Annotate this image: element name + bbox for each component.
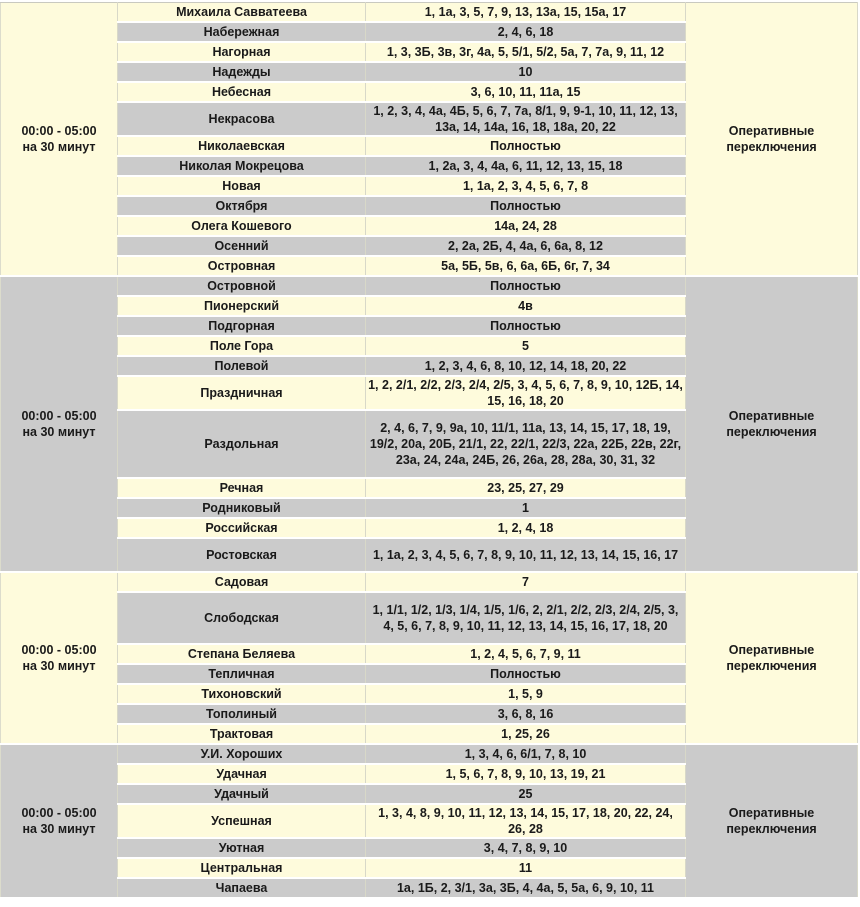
house-numbers: 4в (366, 296, 686, 316)
street-name: Николая Мокрецова (118, 156, 366, 176)
time-window-cell (1, 572, 118, 744)
house-numbers: 1, 1а, 2, 3, 4, 5, 6, 7, 8, 9, 10, 11, 12, 13, 14, 15, 16, 17 (366, 538, 686, 572)
house-numbers: 1, 3, 4, 8, 9, 10, 11, 12, 13, 14, 15, 17, 18, 20, 22, 24, 26, 28 (366, 804, 686, 838)
house-numbers: 1, 2, 4, 18 (366, 518, 686, 538)
street-name: Степана Беляева (118, 644, 366, 664)
house-numbers: 1, 1а, 2, 3, 4, 5, 6, 7, 8 (366, 176, 686, 196)
house-numbers: 1, 2, 3, 4, 4а, 4Б, 5, 6, 7, 7а, 8/1, 9, 9-1, 10, 11, 12, 13, 13а, 14, 14а, 16, 18, 18а, 20, 22 (366, 102, 686, 136)
street-name: Поле Гора (118, 336, 366, 356)
outage-schedule-table (0, 2, 858, 899)
house-numbers: 2, 4, 6, 18 (366, 22, 686, 42)
table-row (1, 744, 858, 764)
house-numbers: 7 (366, 572, 686, 592)
street-name: Уютная (118, 838, 366, 858)
time-window-cell (1, 744, 118, 898)
time-window-cell (1, 3, 118, 277)
duration: на 30 минут (22, 425, 96, 439)
street-name: Праздничная (118, 376, 366, 410)
house-numbers: 1, 2, 2/1, 2/2, 2/3, 2/4, 2/5, 3, 4, 5, 6, 7, 8, 9, 10, 12Б, 14, 15, 16, 18, 20 (366, 376, 686, 410)
house-numbers: 3, 4, 7, 8, 9, 10 (366, 838, 686, 858)
house-numbers: 14а, 24, 28 (366, 216, 686, 236)
table-row (1, 572, 858, 592)
house-numbers: 11 (366, 858, 686, 878)
street-name: Олега Кошевого (118, 216, 366, 236)
work-type-cell: Оперативные переключения (686, 3, 858, 277)
street-name: Речная (118, 478, 366, 498)
house-numbers: Полностью (366, 316, 686, 336)
house-numbers: 1, 3, 4, 6, 6/1, 7, 8, 10 (366, 744, 686, 764)
work-type-cell: Оперативные переключения (686, 276, 858, 572)
house-numbers: 1, 1а, 3, 5, 7, 9, 13, 13а, 15, 15а, 17 (366, 3, 686, 23)
street-name: Некрасова (118, 102, 366, 136)
house-numbers: 2, 4, 6, 7, 9, 9а, 10, 11/1, 11а, 13, 14, 15, 17, 18, 19, 19/2, 20а, 20Б, 21/1, 22, 22/1, 22/3, 22а, 22Б, 22в, 22г, 23а, 24, 24а, 24Б, 26, 26а, 28, 28а, 30, 31, 32 (366, 410, 686, 478)
work-type-cell: Оперативные переключения (686, 572, 858, 744)
street-name: Тепличная (118, 664, 366, 684)
house-numbers: Полностью (366, 136, 686, 156)
street-name: Новая (118, 176, 366, 196)
duration: на 30 минут (22, 140, 96, 154)
house-numbers: 1, 5, 6, 7, 8, 9, 10, 13, 19, 21 (366, 764, 686, 784)
street-name: Небесная (118, 82, 366, 102)
duration: на 30 минут (22, 822, 96, 836)
street-name: Пионерский (118, 296, 366, 316)
street-name: Раздольная (118, 410, 366, 478)
house-numbers: 3, 6, 8, 16 (366, 704, 686, 724)
street-name: Нагорная (118, 42, 366, 62)
street-name: Надежды (118, 62, 366, 82)
house-numbers: Полностью (366, 276, 686, 296)
time-range: 00:00 - 05:00 (21, 643, 97, 657)
street-name: Полевой (118, 356, 366, 376)
street-name: Тополиный (118, 704, 366, 724)
street-name: Набережная (118, 22, 366, 42)
street-name: Удачная (118, 764, 366, 784)
house-numbers: 1, 3, 3Б, 3в, 3г, 4а, 5, 5/1, 5/2, 5а, 7, 7а, 9, 11, 12 (366, 42, 686, 62)
street-name: Осенний (118, 236, 366, 256)
house-numbers: 1, 25, 26 (366, 724, 686, 744)
street-name: Михаила Савватеева (118, 3, 366, 23)
time-range: 00:00 - 05:00 (21, 806, 97, 820)
house-numbers: 1, 2, 3, 4, 6, 8, 10, 12, 14, 18, 20, 22 (366, 356, 686, 376)
street-name: Удачный (118, 784, 366, 804)
schedule-body (1, 3, 858, 899)
house-numbers: 23, 25, 27, 29 (366, 478, 686, 498)
street-name: Подгорная (118, 316, 366, 336)
house-numbers: 1, 2, 4, 5, 6, 7, 9, 11 (366, 644, 686, 664)
table-row (1, 276, 858, 296)
street-name: Садовая (118, 572, 366, 592)
street-name: Успешная (118, 804, 366, 838)
house-numbers: 10 (366, 62, 686, 82)
house-numbers: 1, 2а, 3, 4, 4а, 6, 11, 12, 13, 15, 18 (366, 156, 686, 176)
house-numbers: Полностью (366, 196, 686, 216)
street-name: Октября (118, 196, 366, 216)
house-numbers: 1, 1/1, 1/2, 1/3, 1/4, 1/5, 1/6, 2, 2/1, 2/2, 2/3, 2/4, 2/5, 3, 4, 5, 6, 7, 8, 9, 10, 11, 12, 13, 14, 15, 16, 17, 18, 20 (366, 592, 686, 644)
street-name: У.И. Хороших (118, 744, 366, 764)
time-range: 00:00 - 05:00 (21, 409, 97, 423)
house-numbers: 2, 2а, 2Б, 4, 4а, 6, 6а, 8, 12 (366, 236, 686, 256)
street-name: Николаевская (118, 136, 366, 156)
time-window-cell (1, 276, 118, 572)
street-name: Островной (118, 276, 366, 296)
house-numbers: 1, 5, 9 (366, 684, 686, 704)
street-name: Центральная (118, 858, 366, 878)
time-range: 00:00 - 05:00 (21, 124, 97, 138)
house-numbers: 1а, 1Б, 2, 3/1, 3а, 3Б, 4, 4а, 5, 5а, 6, 9, 10, 11 (366, 878, 686, 898)
street-name: Чапаева (118, 878, 366, 898)
street-name: Ростовская (118, 538, 366, 572)
street-name: Родниковый (118, 498, 366, 518)
street-name: Тихоновский (118, 684, 366, 704)
duration: на 30 минут (22, 659, 96, 673)
house-numbers: 25 (366, 784, 686, 804)
house-numbers: 5 (366, 336, 686, 356)
house-numbers: 1 (366, 498, 686, 518)
street-name: Островная (118, 256, 366, 276)
house-numbers: Полностью (366, 664, 686, 684)
street-name: Слободская (118, 592, 366, 644)
work-type-cell: Оперативные переключения (686, 744, 858, 898)
house-numbers: 3, 6, 10, 11, 11а, 15 (366, 82, 686, 102)
street-name: Российская (118, 518, 366, 538)
table-row (1, 3, 858, 23)
house-numbers: 5а, 5Б, 5в, 6, 6а, 6Б, 6г, 7, 34 (366, 256, 686, 276)
street-name: Трактовая (118, 724, 366, 744)
